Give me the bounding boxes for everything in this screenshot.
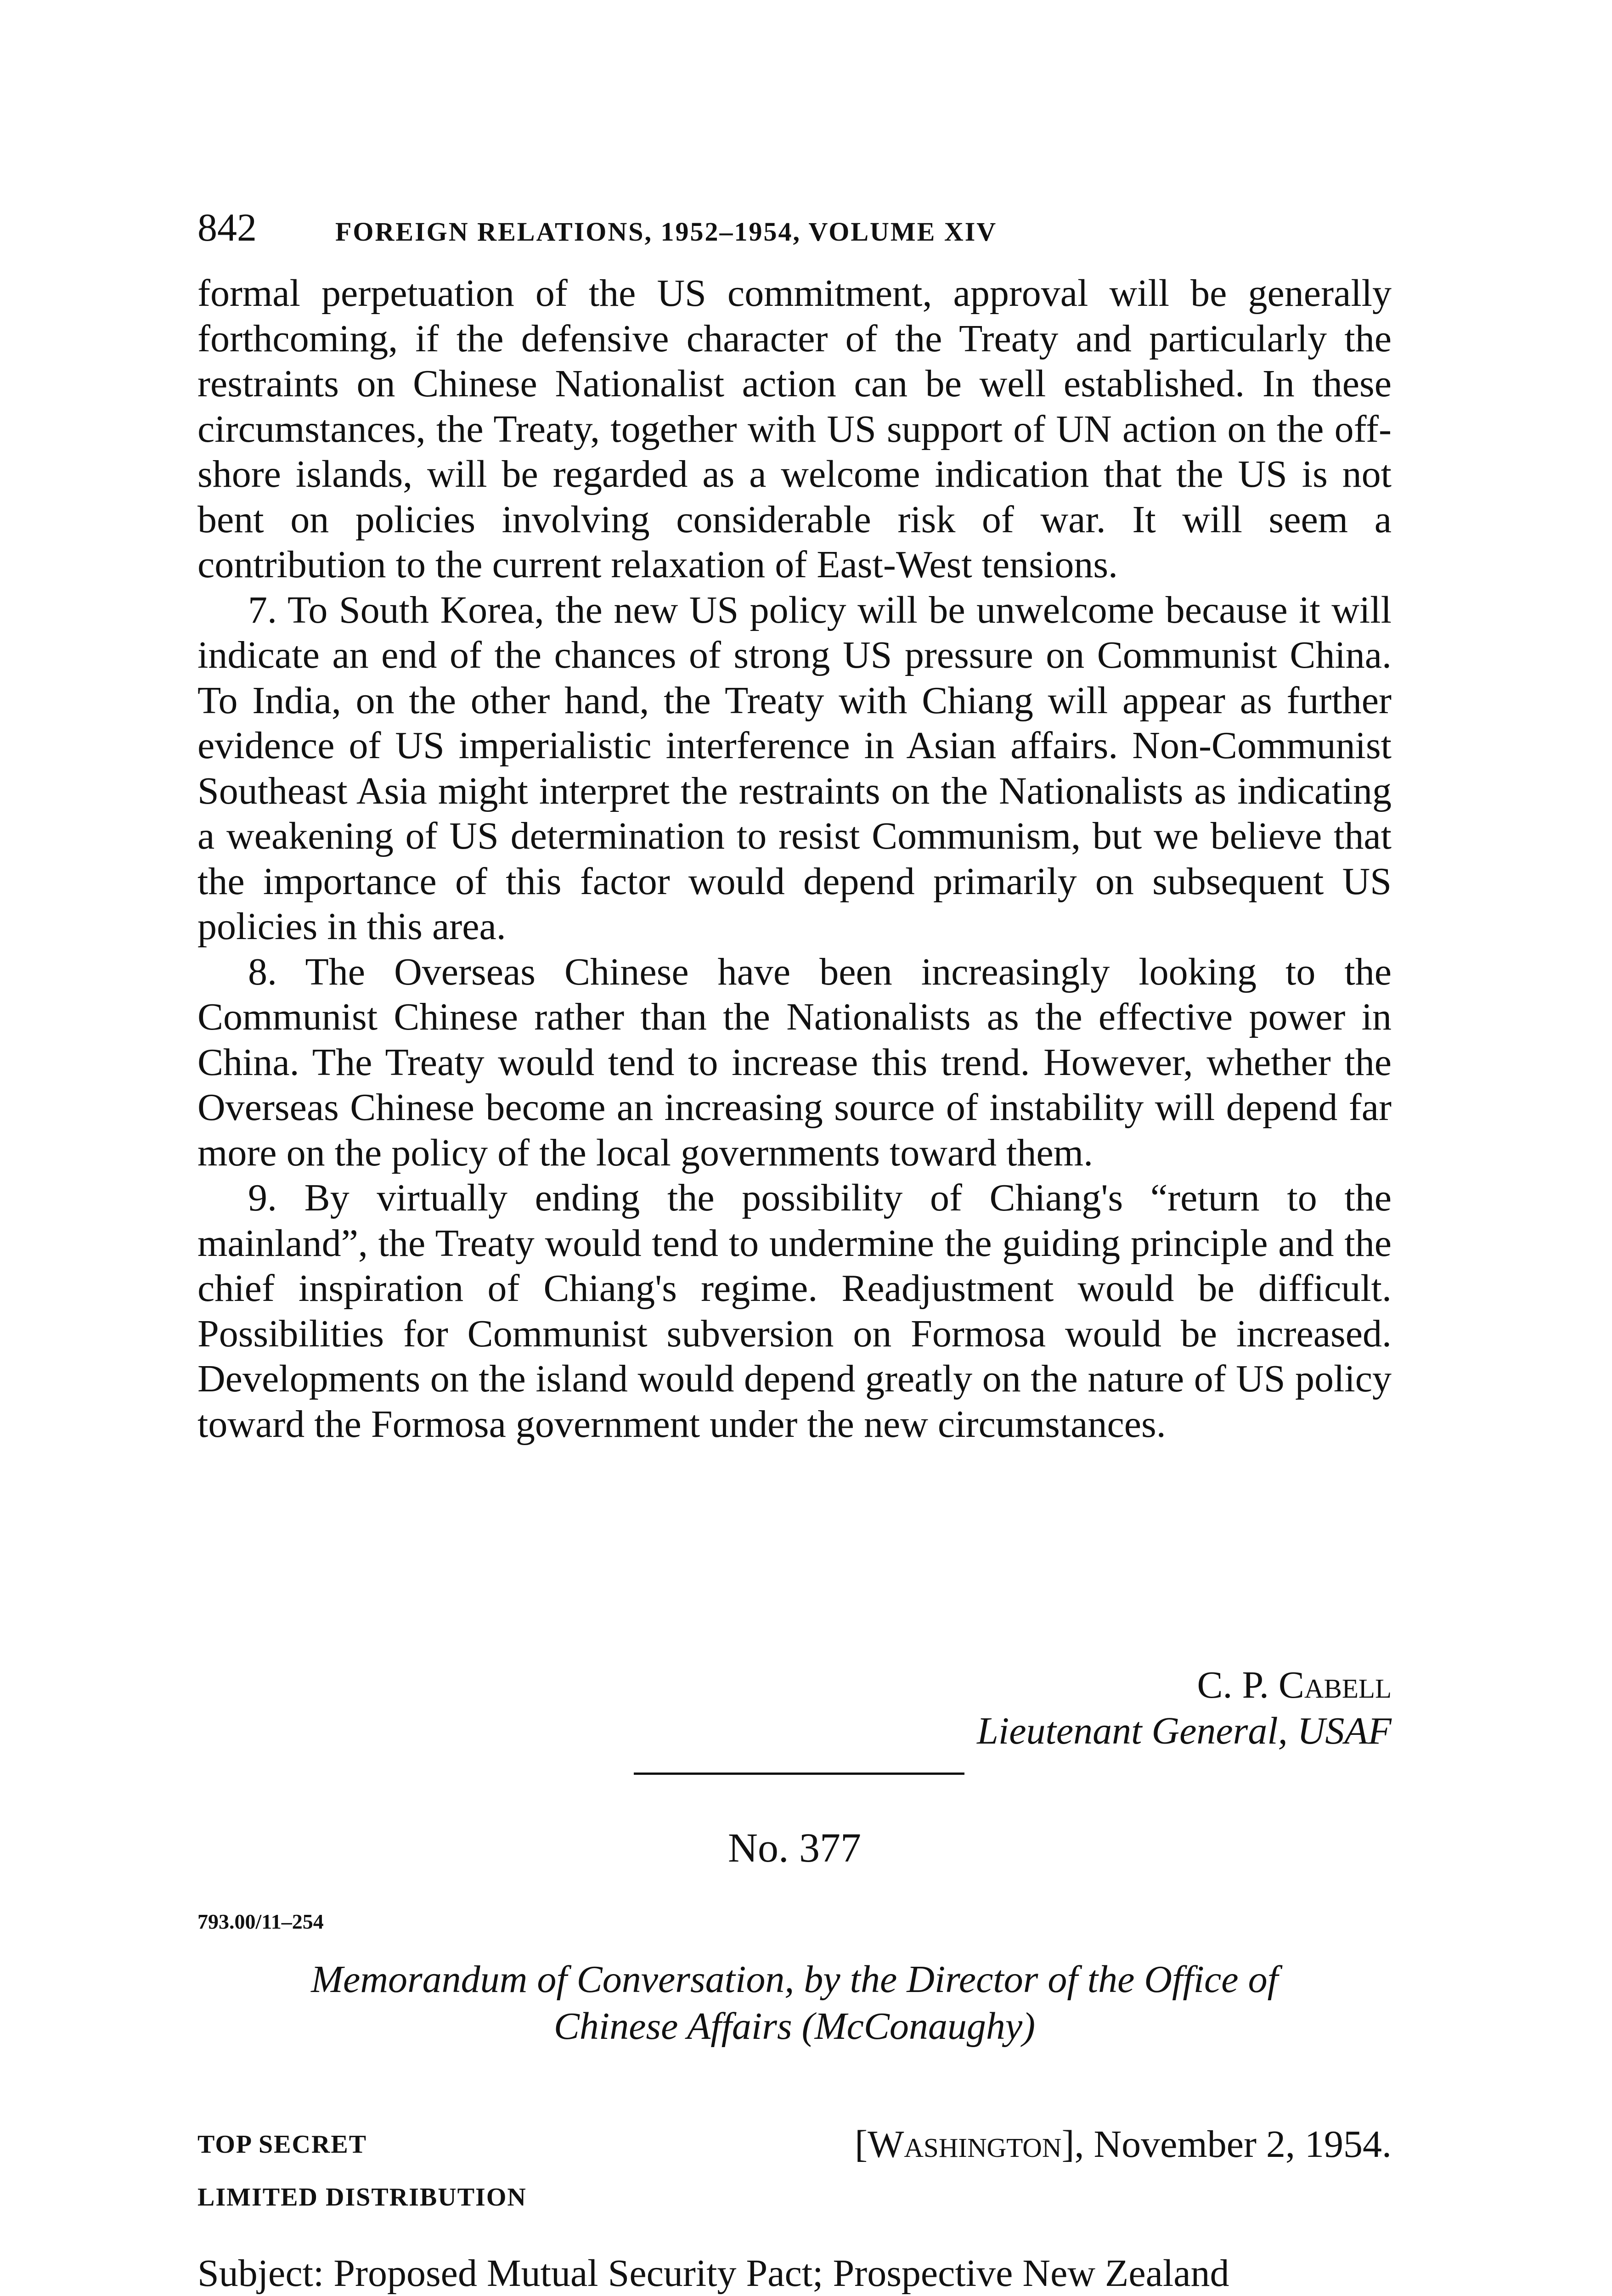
section-divider [634, 1773, 964, 1775]
paragraph-7: 7. To South Korea, the new US policy will be unwelcome because it will indicate an end of the chances of strong US pressure on Communist China. To India, on the other hand, the Treaty with Chiang will appear as further evidence of US imperialistic interference in Asian affairs. Non-Communist Southeast Asia might interpret the restraints on the Nationalists as indicating a weakening of US determination to resist Communism, but we believe that the importance of this factor would depend primarily on subsequent US policies in this area. [197, 588, 1392, 948]
memo-title-line-1: Memorandum of Conversation, by the Director of the Office of [311, 1958, 1278, 2001]
paragraph-continued: formal perpetuation of the US commitment, approval will be generally forthcoming, if the defensive character of the Treaty and particularly the restraints on Chinese Nationalist action can be well established. In these circumstances, the Treaty, together with US support of UN action on the off-shore islands, will be regarded as a welcome indication that the US is not bent on policies involving considerable risk of war. It will seem a contribution to the current relaxation of East-West tensions. [197, 272, 1392, 586]
date: , November 2, 1954. [1074, 2123, 1392, 2166]
distribution-label: LIMITED DISTRIBUTION [197, 2183, 527, 2212]
page-header [197, 202, 1392, 253]
subject-block [197, 2250, 1392, 2296]
body-text [197, 271, 1392, 1447]
memo-title-line-2: Chinese Affairs (McConaughy) [553, 2005, 1036, 2048]
place-date [855, 2122, 1392, 2167]
classification-row [197, 2122, 1392, 2167]
paragraph-9: 9. By virtually ending the possibility of Chiang's “return to the mainland”, the Treaty would tend to undermine the guiding principle and the chief inspiration of Chiang's regime. Readjustment would be difficult. Possibilities for Communist subversion on Formosa would be increased. Developments on the island would depend greatly on the nature of US policy toward the Formosa government under the new circumstances. [197, 1176, 1392, 1446]
document-number: No. 377 [728, 1825, 861, 1871]
paragraph-8: 8. The Overseas Chinese have been increasingly looking to the Communist Chinese rather than the Nationalists as the effective power in China. The Treaty would tend to increase this trend. However, whether the Overseas Chinese become an increasing source of instability will depend far more on the policy of the local governments toward them. [197, 950, 1392, 1174]
place: [Washington] [855, 2123, 1075, 2166]
classification-label: TOP SECRET [197, 2130, 367, 2159]
signatory-name: C. P. Cabell [1197, 1664, 1392, 1706]
subject-label: Subject: [197, 2252, 324, 2295]
file-number: 793.00/11–254 [197, 1910, 324, 1933]
signatory-title: Lieutenant General, USAF [977, 1710, 1392, 1752]
subject-line-1: Proposed Mutual Security Pact; Prospective New Zealand [333, 2252, 1229, 2295]
page-number: 842 [197, 205, 257, 249]
distribution-row [197, 2174, 1392, 2220]
memo-title [197, 1956, 1392, 2050]
running-head: FOREIGN RELATIONS, 1952–1954, VOLUME XIV [335, 217, 998, 247]
signature-block [197, 1662, 1392, 1754]
